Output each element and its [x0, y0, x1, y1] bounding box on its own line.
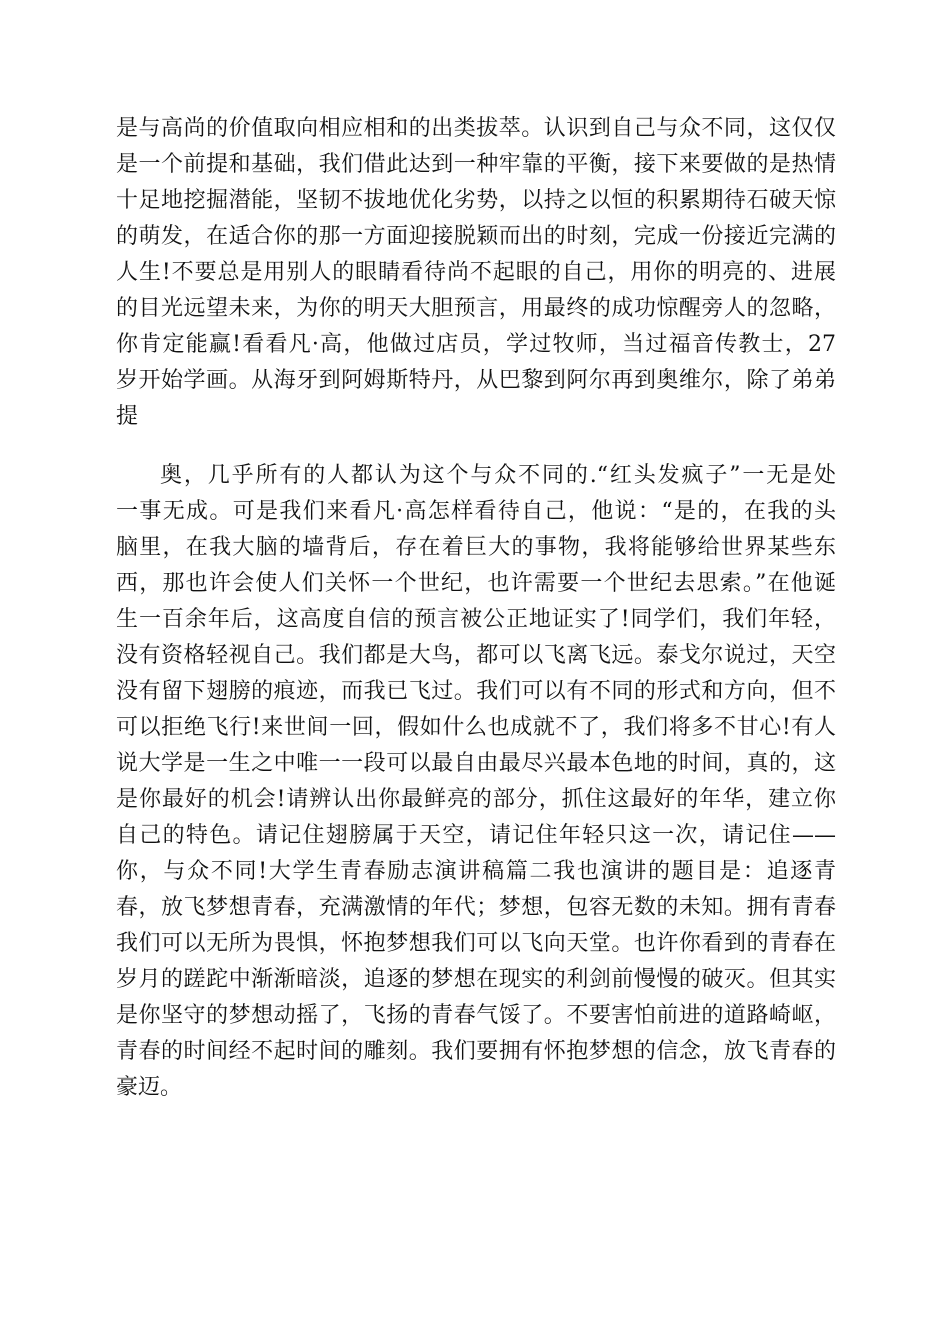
- paragraph-line: 没有留下翅膀的痕迹，而我已飞过。我们可以有不同的形式和方向，但不: [116, 679, 836, 704]
- paragraph-line: 的萌发，在适合你的那一方面迎接脱颖而出的时刻，完成一份接近完满的: [116, 224, 836, 249]
- paragraph-line: 是与高尚的价值取向相应相和的出类拔萃。认识到自己与众不同，这仅仅: [116, 116, 836, 141]
- paragraph-line: 的目光远望未来，为你的明天大胆预言，用最终的成功惊醒旁人的忽略，: [116, 296, 836, 321]
- paragraph-line: 岁开始学画。从海牙到阿姆斯特丹，从巴黎到阿尔再到奥维尔，除了弟弟: [116, 368, 836, 393]
- paragraph-line: 我们可以无所为畏惧，怀抱梦想我们可以飞向天堂。也许你看到的青春在: [116, 931, 836, 956]
- paragraph-line: 人生!不要总是用别人的眼睛看待尚不起眼的自己，用你的明亮的、进展: [116, 260, 836, 285]
- paragraph-line: 是一个前提和基础，我们借此达到一种牢靠的平衡，接下来要做的是热情: [116, 152, 836, 177]
- paragraph-line: 说大学是一生之中唯一一段可以最自由最尽兴最本色地的时间，真的，这: [116, 751, 836, 776]
- paragraph-line: 自己的特色。请记住翅膀属于天空，请记住年轻只这一次，请记住——: [116, 823, 836, 848]
- paragraph-line: 生一百余年后，这高度自信的预言被公正地证实了!同学们，我们年轻，: [116, 607, 836, 632]
- paragraph-line: 岁月的蹉跎中渐渐暗淡，追逐的梦想在现实的利剑前慢慢的破灭。但其实: [116, 967, 836, 992]
- document-body: [116, 111, 836, 1106]
- paragraph-line: 是你最好的机会!请辨认出你最鲜亮的部分，抓住这最好的年华，建立你: [116, 787, 836, 812]
- paragraph-line: 十足地挖掘潜能，坚韧不拔地优化劣势，以持之以恒的积累期待石破天惊: [116, 188, 836, 213]
- paragraph-line: 一事无成。可是我们来看凡·高怎样看待自己，他说：“是的，在我的头: [116, 499, 836, 524]
- paragraph-line: 你肯定能赢!看看凡·高，他做过店员，学过牧师，当过福音传教士，27: [116, 332, 836, 357]
- paragraph-line: 你，与众不同!大学生青春励志演讲稿篇二我也演讲的题目是：追逐青: [116, 859, 836, 884]
- paragraph-line: 奥，几乎所有的人都认为这个与众不同的.“红头发疯子”一无是处: [160, 463, 836, 488]
- paragraph-line: 豪迈。: [116, 1075, 183, 1100]
- paragraph-line: 春，放飞梦想青春，充满激情的年代；梦想，包容无数的未知。拥有青春: [116, 895, 836, 920]
- paragraph-1: [116, 111, 836, 435]
- paragraph-line: 提: [116, 404, 139, 429]
- paragraph-line: 是你坚守的梦想动摇了，飞扬的青春气馁了。不要害怕前进的道路崎岖，: [116, 1003, 836, 1028]
- paragraph-line: 可以拒绝飞行!来世间一回，假如什么也成就不了，我们将多不甘心!有人: [116, 715, 836, 740]
- paragraph-2: [116, 458, 836, 1106]
- paragraph-spacer: [116, 435, 836, 458]
- paragraph-line: 没有资格轻视自己。我们都是大鸟，都可以飞离飞远。泰戈尔说过，天空: [116, 643, 836, 668]
- paragraph-line: 青春的时间经不起时间的雕刻。我们要拥有怀抱梦想的信念，放飞青春的: [116, 1039, 836, 1064]
- paragraph-line: 西，那也许会使人们关怀一个世纪，也许需要一个世纪去思索。”在他诞: [116, 571, 836, 596]
- paragraph-line: 脑里，在我大脑的墙背后，存在着巨大的事物，我将能够给世界某些东: [116, 535, 836, 560]
